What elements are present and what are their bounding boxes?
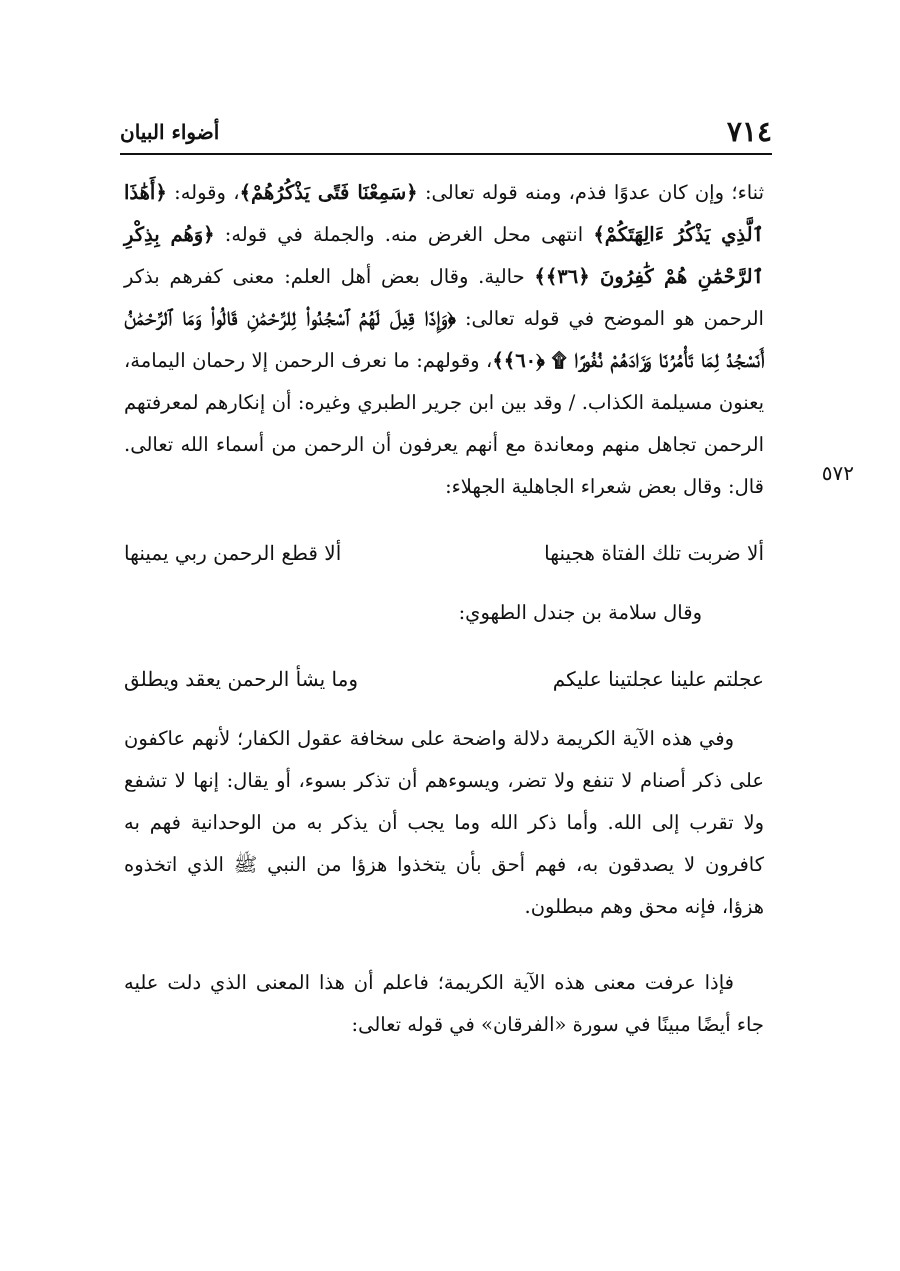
- paragraph-gap: [124, 928, 764, 962]
- poem-first-hemistich: عجلتم علينا عجلتينا عليكم: [552, 667, 764, 691]
- text-segment: ، وقوله:: [166, 181, 240, 204]
- paragraph-2: وفي هذه الآية الكريمة دلالة واضحة على سخافة عقول الكفار؛ لأنهم عاكفون على ذكر أصنام لا تنفع ولا تضر، ويسوءهم أن تذكر بسوء، أو يقال: إنها لا تشفع ولا تقرب إلى الله. وأما ذكر الله وما يجب أن يذكر به من الوحدانية فهم به كافرون لا يصدقون به، فهم أحق بأن يتخذوا هزؤا من النبي ﷺ الذي اتخذوه هزؤا، فإنه محق وهم مبطلون.: [124, 727, 764, 918]
- poem-second-hemistich: ألا قطع الرحمن ربي يمينها: [124, 541, 342, 565]
- paragraph-1: [124, 172, 764, 508]
- page-body: [124, 172, 764, 1046]
- quran-quote: ﴿سَمِعْنَا فَتًى يَذْكُرُهُمْ﴾: [239, 181, 418, 204]
- poem-second-hemistich: وما يشأ الرحمن يعقد ويطلق: [124, 667, 358, 691]
- text-segment: ، وقولهم: ما نعرف الرحمن إلا رحمان اليمامة، يعنون مسيلمة الكذاب. / وقد بين ابن جرير الطبري وغيره: أن إنكارهم لمعرفتهم الرحمن تجاهل منهم ومعاندة مع أنهم يعرفون أن الرحمن من أسماء الله تعالى. قال: وقال بعض شعراء الجاهلية الجهلاء:: [124, 349, 764, 498]
- quran-quote: ﴿وَهُم بِذِكْرِ ٱلرَّحْمَٰنِ هُمْ كَٰفِرُونَ ﴿٣٦﴾﴾: [124, 223, 764, 288]
- poem-first-hemistich: ألا ضربت تلك الفتاة هجينها: [544, 541, 764, 565]
- poem-verse-1: [124, 532, 764, 574]
- margin-page-reference: ٥٧٢: [821, 461, 854, 485]
- page-header: [120, 112, 772, 152]
- text-segment: ثناء؛ وإن كان عدوًا فذم، ومنه قوله تعالى:: [417, 181, 764, 204]
- quran-quote: ﴿أَهَٰذَا ٱلَّذِي يَذْكُرُ ءَالِهَتَكُمْ﴾: [124, 181, 764, 246]
- running-title: أضواء البيان: [120, 120, 220, 144]
- text-segment: حالية. وقال بعض أهل العلم: معنى كفرهم بذكر الرحمن هو الموضح في قوله تعالى:: [124, 265, 764, 330]
- text-segment: انتهى محل الغرض منه. والجملة في قوله:: [214, 223, 594, 246]
- paragraph-3: فإذا عرفت معنى هذه الآية الكريمة؛ فاعلم أن هذا المعنى الذي دلت عليه جاء أيضًا مبينًا في سورة «الفرقان» في قوله تعالى:: [124, 971, 764, 1036]
- poem-verse-2: [124, 658, 764, 700]
- page-number: ٧١٤: [726, 115, 772, 148]
- header-rule: [120, 153, 772, 155]
- quran-quote: ﴿وَإِذَا قِيلَ لَهُمُ ٱسْجُدُوا۟ لِلرَّحْمَٰنِ قَالُوا۟ وَمَا ٱلرَّحْمَٰنُ أَنَسْجُدُ لِمَا تَأْمُرُنَا وَزَادَهُمْ نُفُورًا ۩ ﴿٦٠﴾﴾: [124, 307, 764, 372]
- poem-intro: وقال سلامة بن جندل الطهوي:: [458, 601, 702, 624]
